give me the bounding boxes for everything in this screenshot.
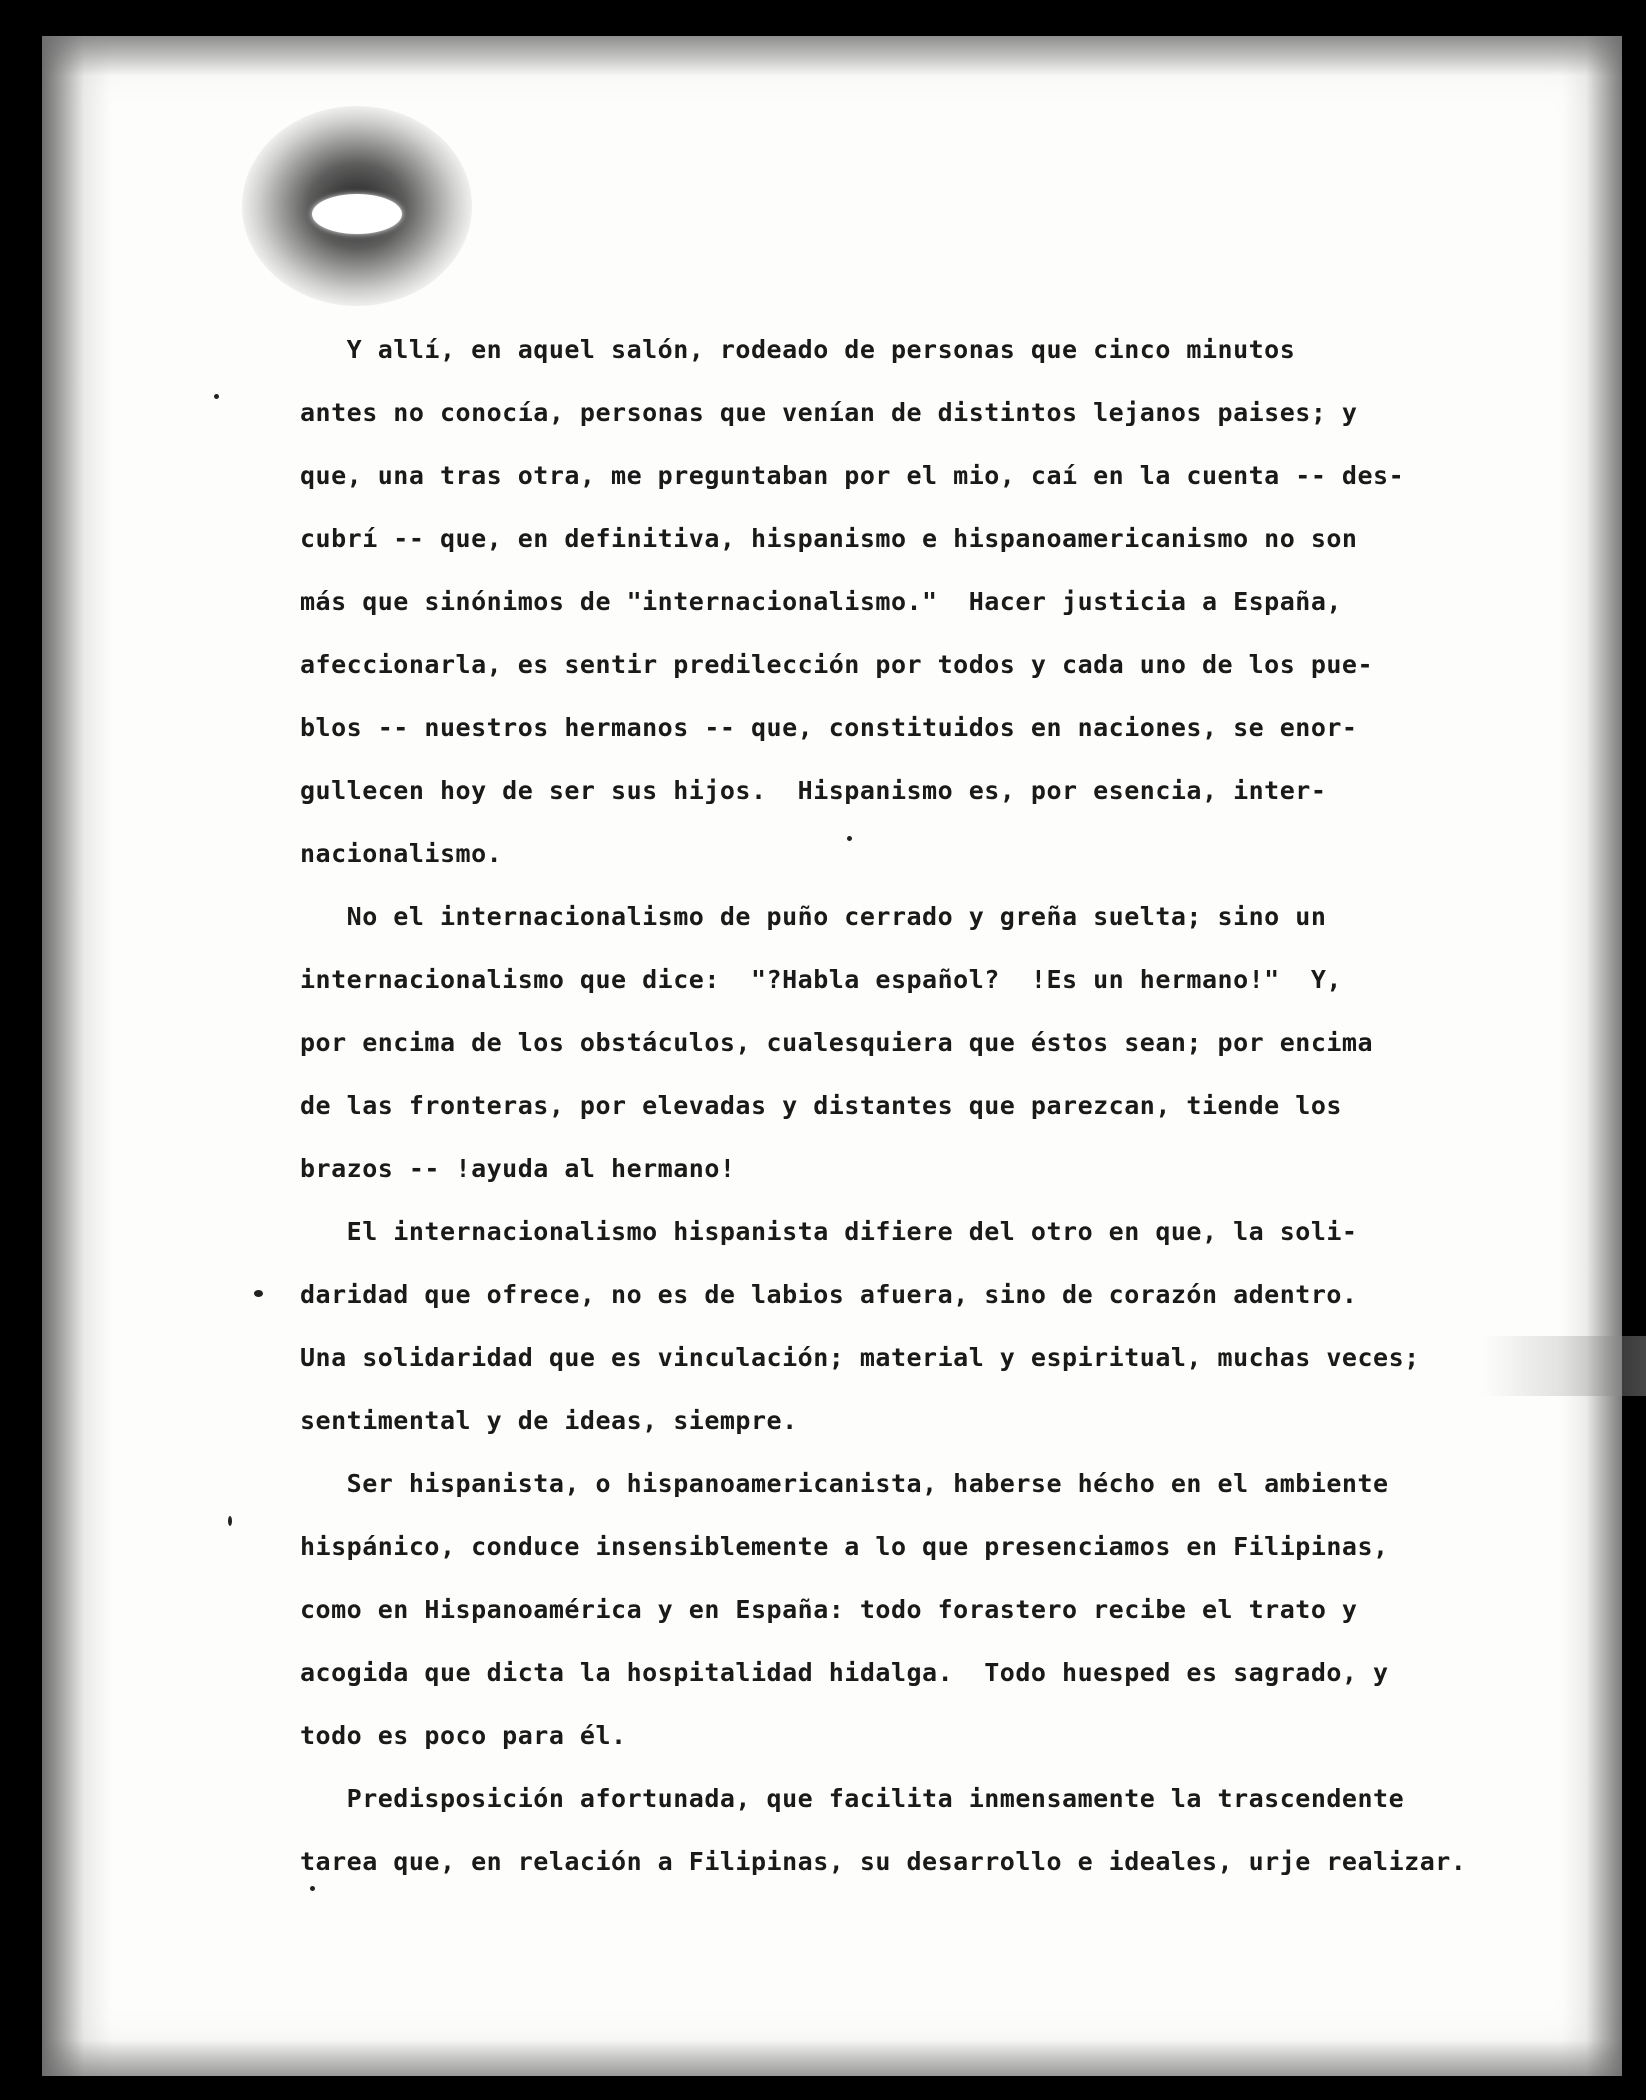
paper-edge-shadow-left [42, 36, 112, 2076]
paper-edge-shadow-bottom [42, 2040, 1622, 2076]
text-line: El internacionalismo hispanista difiere del otro en que, la soli- [300, 1217, 1358, 1246]
text-line: daridad que ofrece, no es de labios afuera, sino de corazón adentro. [300, 1280, 1358, 1309]
text-line: más que sinónimos de "internacionalismo." Hacer justicia a España, [300, 587, 1342, 616]
text-line: tarea que, en relación a Filipinas, su desarrollo e ideales, urje realizar. [300, 1847, 1467, 1876]
text-line: hispánico, conduce insensiblemente a lo que presenciamos en Filipinas, [300, 1532, 1389, 1561]
text-line: que, una tras otra, me preguntaban por el mio, caí en la cuenta -- des- [300, 461, 1405, 490]
text-line: sentimental y de ideas, siempre. [300, 1406, 798, 1435]
text-line: internacionalismo que dice: "?Habla español? !Es un hermano!" Y, [300, 965, 1342, 994]
text-line: antes no conocía, personas que venían de distintos lejanos paises; y [300, 398, 1358, 427]
paragraph [300, 1452, 1470, 1767]
text-line: acogida que dicta la hospitalidad hidalga. Todo huesped es sagrado, y [300, 1658, 1389, 1687]
ink-speck [214, 394, 219, 399]
paper-crease [1482, 1336, 1646, 1396]
text-line: por encima de los obstáculos, cualesquiera que éstos sean; por encima [300, 1028, 1374, 1057]
paragraph [300, 1767, 1470, 1893]
text-line: todo es poco para él. [300, 1721, 627, 1750]
text-line: de las fronteras, por elevadas y distantes que parezcan, tiende los [300, 1091, 1342, 1120]
text-line: brazos -- !ayuda al hermano! [300, 1154, 736, 1183]
ink-speck [228, 1516, 232, 1526]
ink-speck [254, 1290, 263, 1297]
paragraph [300, 1200, 1470, 1452]
paper-edge-shadow-top [42, 36, 1622, 76]
text-line: Ser hispanista, o hispanoamericanista, haberse hécho en el ambiente [300, 1469, 1389, 1498]
text-line: cubrí -- que, en definitiva, hispanismo e hispanoamericanismo no son [300, 524, 1358, 553]
text-line: No el internacionalismo de puño cerrado y greña suelta; sino un [300, 902, 1327, 931]
typed-letter-body [300, 318, 1470, 1893]
paper-edge-shadow-right [1562, 36, 1622, 2076]
text-line: gullecen hoy de ser sus hijos. Hispanismo es, por esencia, inter- [300, 776, 1327, 805]
text-line: Y allí, en aquel salón, rodeado de personas que cinco minutos [300, 335, 1296, 364]
text-line: como en Hispanoamérica y en España: todo forastero recibe el trato y [300, 1595, 1358, 1624]
text-line: afeccionarla, es sentir predilección por todos y cada uno de los pue- [300, 650, 1374, 679]
paragraph [300, 318, 1470, 885]
text-line: Predisposición afortunada, que facilita inmensamente la trascendente [300, 1784, 1405, 1813]
paragraph [300, 885, 1470, 1200]
punch-hole [312, 194, 402, 234]
text-line: blos -- nuestros hermanos -- que, constituidos en naciones, se enor- [300, 713, 1358, 742]
text-line: nacionalismo. [300, 839, 503, 868]
text-line: Una solidaridad que es vinculación; material y espiritual, muchas veces; [300, 1343, 1420, 1372]
